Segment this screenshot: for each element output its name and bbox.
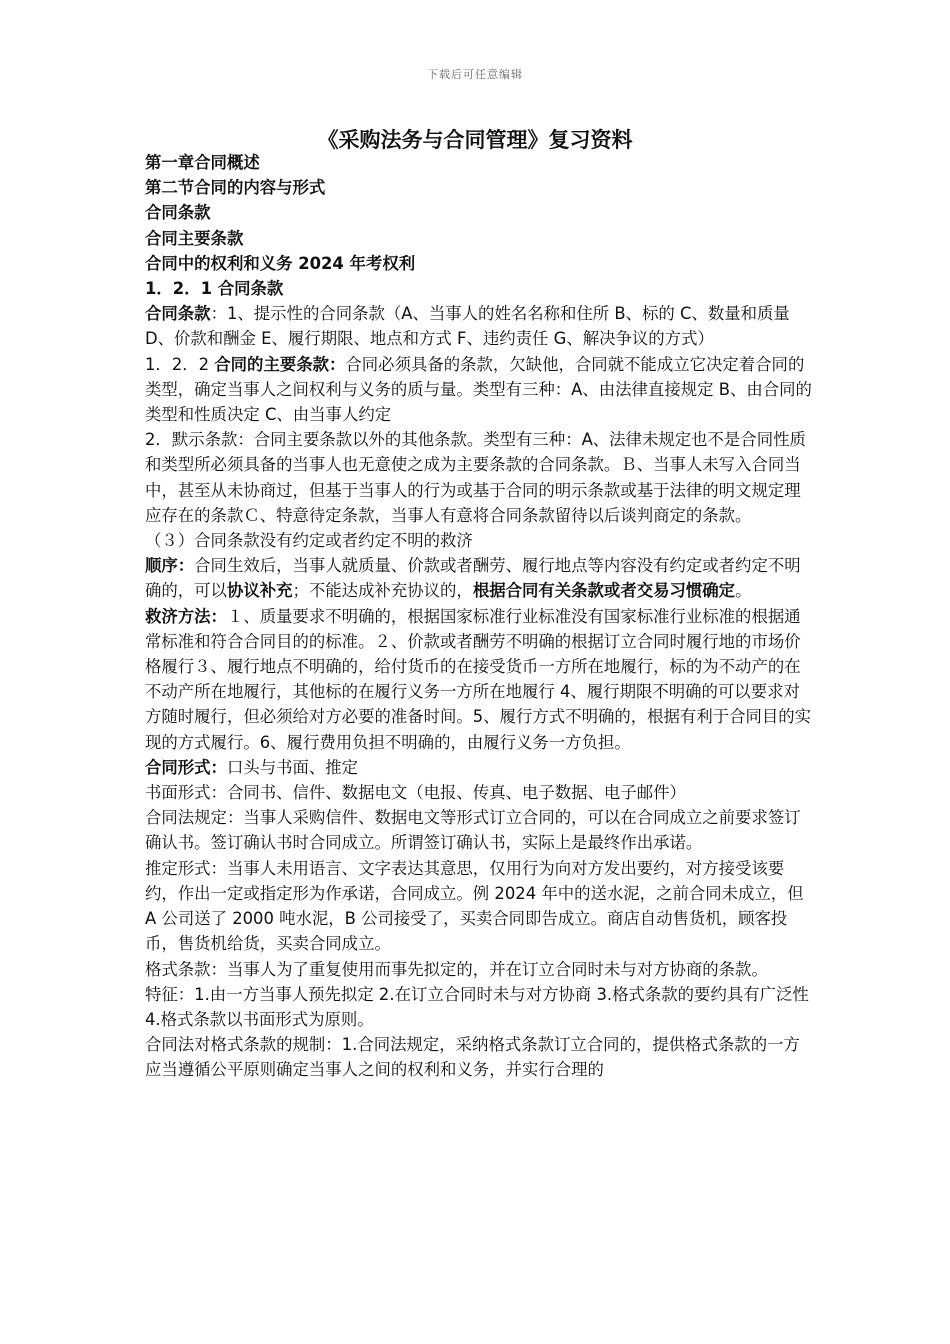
paragraph-main-terms — [145, 352, 815, 428]
paragraph-features: 特征：1.由一方当事人预先拟定 2.在订立合同时未与对方协商 3.格式条款的要约具有广泛性 4.格式条款以书面形式为原则。 — [145, 984, 809, 1029]
paragraph-implied-form: 推定形式：当事人未用语言、文字表达其意思，仅用行为向对方发出要约，对方接受该要约，作出一定或指定形为作承诺，合同成立。例 2024 年中的送水泥，之前合同未成立，但 A 公司送了 2000 吨水泥，B 公司接受了，买卖合同即告成立。商店自动售货机，顾客投币，售货机给货，买卖合同成立。 — [145, 858, 804, 954]
document-title: 《采购法务与合同管理》复习资料 — [317, 128, 633, 152]
numbered-heading: 1．2．1 合同条款 — [145, 279, 284, 299]
paragraph-contract-terms — [145, 301, 815, 351]
paragraph-contract-form — [145, 755, 815, 780]
paragraph-contract-law: 合同法规定：当事人采购信件、数据电文等形式订立合同的，可以在合同成立之前要求签订确认书。签订确认书时合同成立。所谓签订确认书，实际上是最终作出承诺。 — [145, 808, 801, 853]
bold-phrase: 根据合同有关条款或者交易习惯确定 — [472, 581, 736, 601]
paragraph-text: ；不能达成补充协议的， — [292, 581, 473, 601]
paragraph-label: 顺序： — [145, 556, 195, 576]
paragraph-label: 合同形式： — [145, 757, 227, 777]
paragraph-regulation: 合同法对格式条款的规制：1.合同法规定，采纳格式条款订立合同的，提供格式条款的一方应当遵循公平原则确定当事人之间的权利和义务，并实行合理的 — [145, 1035, 800, 1080]
bold-phrase: 协议补充 — [226, 581, 293, 601]
subsection-heading: 合同条款 — [145, 203, 211, 223]
paragraph-text: 合同必须具备的条款，欠缺他，合同就不能成立它决定着合同的类型，确定当事人之间权利与义务的质与量。类型有三种：A、由法律直接规定 B、由合同的类型和性质决定 C、由当事人约定 — [145, 354, 812, 425]
paragraph-text: １、质量要求不明确的，根据国家标准行业标准没有国家标准行业标准的根据通常标准和符合合同目的的标准。２、价款或者酬劳不明确的根据订立合同时履行地的市场价格履行３、履行地点不明确的，给付货币的在接受货币一方所在地履行，标的为不动产的在不动产所在地履行，其他标的在履行义务一方所在地履行 4、履行期限不明确的可以要求对方随时履行，但必须给对方必要的准备时间。5、履行方式不明确的，根据有利于合同目的实现的方式履行。6、履行费用负担不明确的，由履行义务一方负担。 — [145, 606, 812, 752]
paragraph-implied-terms: 2．默示条款：合同主要条款以外的其他条款。类型有三种：A、法律未规定也不是合同性质和类型所必须具备的当事人也无意使之成为主要条款的合同条款。Ｂ、当事人未写入合同当中，甚至从未协商过，但基于当事人的行为或基于合同的明示条款或基于法律的明文规定理应存在的条款Ｃ、特意待定条款，当事人有意将合同条款留待以后谈判商定的条款。 — [145, 430, 806, 525]
paragraph-text: 口头与书面、推定 — [226, 757, 359, 777]
paragraph-written-form: 书面形式：合同书、信件、数据电文（电报、传真、电子数据、电子邮件） — [145, 783, 686, 803]
paragraph-standard-terms: 格式条款：当事人为了重复使用而事先拟定的，并在订立合同时未与对方协商的条款。 — [145, 959, 768, 979]
chapter-heading: 第一章合同概述 — [145, 153, 260, 172]
paragraph-label: 救济方法： — [145, 606, 227, 626]
subsection-heading-rights: 合同中的权利和义务 2024 年考权利 — [145, 253, 416, 273]
paragraph-text: ：1、提示性的合同条款（A、当事人的姓名名称和住所 B、标的 C、数量和质量 D、价款和酬金 E、履行期限、地点和方式 F、违约责任 G、解决争议的方式） — [145, 304, 790, 349]
document-body — [145, 150, 815, 1083]
paragraph-label: 合同条款 — [145, 304, 211, 324]
paragraph-text: 合同生效后，当事人就质量、价款或者酬劳、履行地点等内容没有约定或者约定不明确的，可以 — [145, 556, 801, 601]
subsection-heading-main-terms: 合同主要条款 — [145, 228, 244, 248]
paragraph-remedy-heading: （３）合同条款没有约定或者约定不明的救济 — [145, 531, 473, 551]
paragraph-label: 合同的主要条款： — [214, 354, 346, 374]
header-note: 下载后可任意编辑 — [427, 68, 523, 81]
paragraph-text: 。 — [735, 581, 752, 601]
paragraph-remedy-methods — [145, 604, 815, 755]
paragraph-prefix: 1．2．2 — [145, 354, 215, 374]
section-heading: 第二节合同的内容与形式 — [145, 178, 326, 198]
paragraph-order — [145, 553, 815, 603]
